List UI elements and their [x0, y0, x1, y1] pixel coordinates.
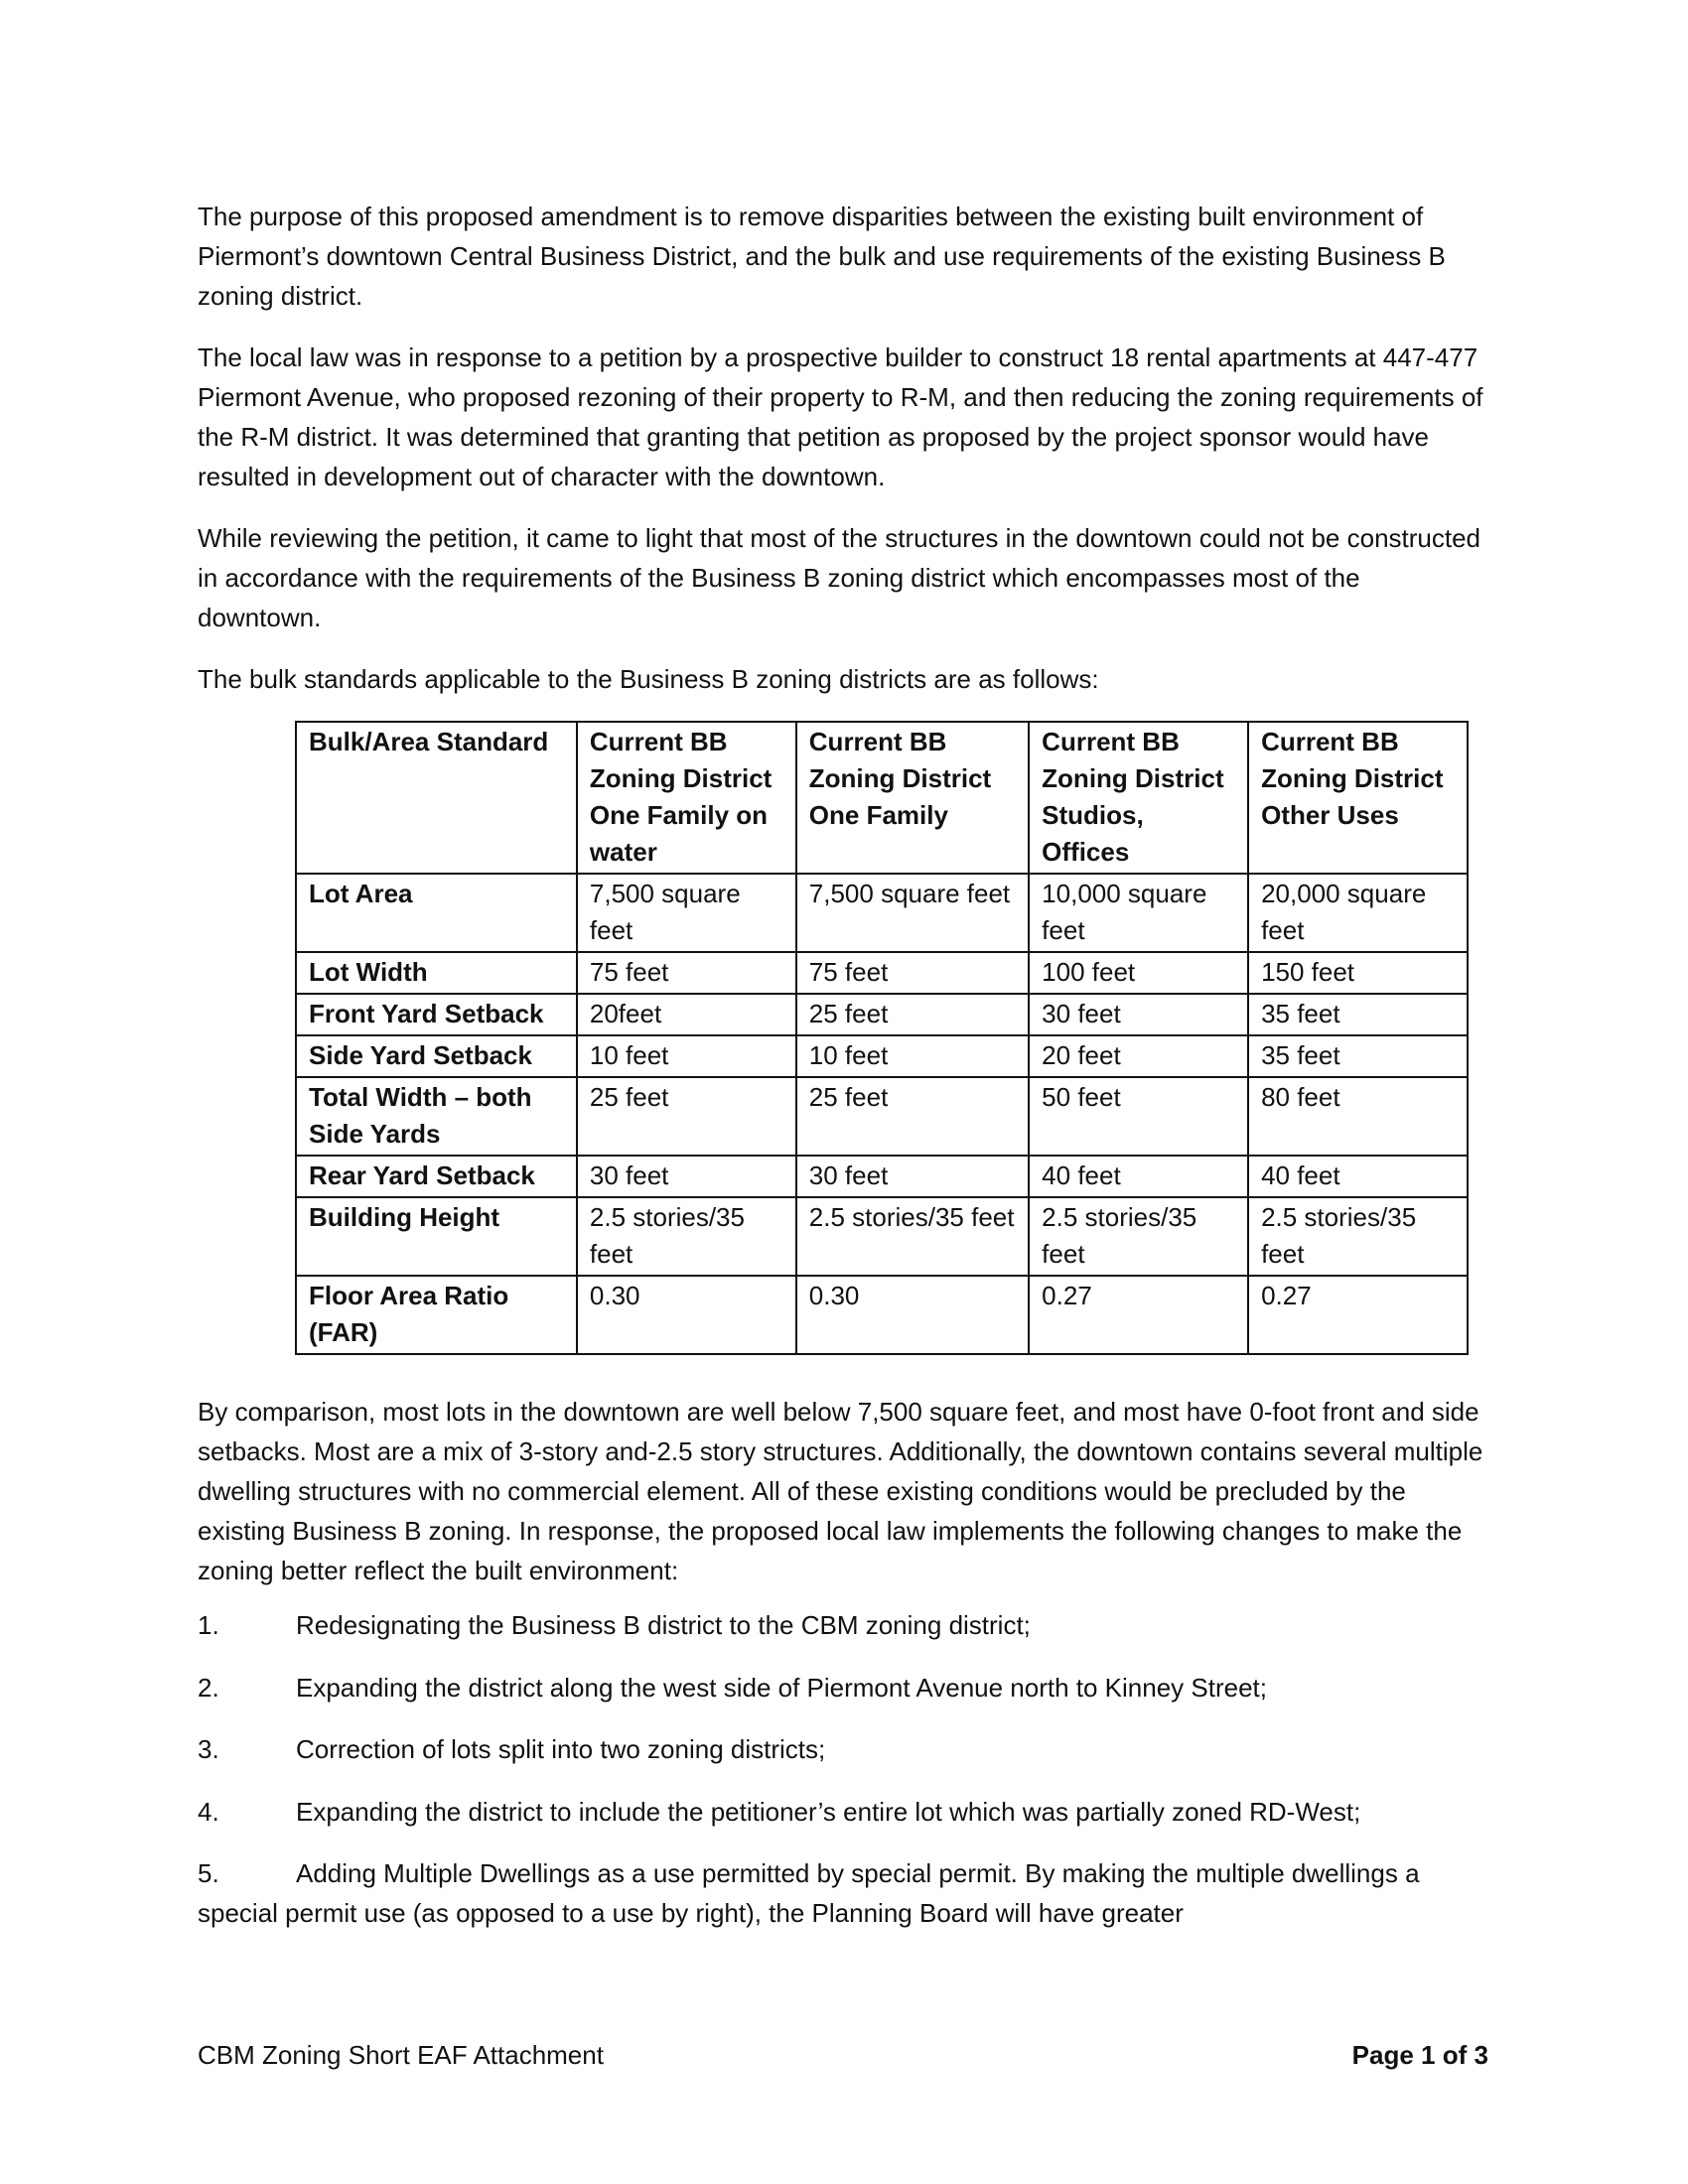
table-header-cell: Current BB Zoning District Other Uses: [1248, 722, 1468, 874]
table-cell: 30 feet: [1029, 994, 1248, 1035]
table-cell: 2.5 stories/35 feet: [1248, 1197, 1468, 1276]
list-item-number: 2.: [198, 1673, 219, 1703]
table-cell: 0.30: [577, 1276, 796, 1354]
table-cell: 25 feet: [796, 1077, 1029, 1156]
table-cell: 7,500 square feet: [796, 874, 1029, 952]
table-cell: 10,000 square feet: [1029, 874, 1248, 952]
table-header-cell: Current BB Zoning District One Family: [796, 722, 1029, 874]
table-header-row: [296, 722, 1468, 874]
table-header-cell: Bulk/Area Standard: [296, 722, 577, 874]
table-cell: 40 feet: [1029, 1156, 1248, 1197]
table-cell: 35 feet: [1248, 994, 1468, 1035]
list-item-text: Correction of lots split into two zoning districts;: [296, 1734, 826, 1764]
table-row: [296, 952, 1468, 994]
table-cell: 2.5 stories/35 feet: [577, 1197, 796, 1276]
table-cell: 0.30: [796, 1276, 1029, 1354]
list-item-number: 3.: [198, 1734, 219, 1764]
table-row: [296, 994, 1468, 1035]
table-cell: 25 feet: [796, 994, 1029, 1035]
table-cell: 75 feet: [796, 952, 1029, 994]
table-cell: 30 feet: [796, 1156, 1029, 1197]
table-row: [296, 1276, 1468, 1354]
table-cell: 150 feet: [1248, 952, 1468, 994]
table-cell: 20feet: [577, 994, 796, 1035]
paragraph-bulk-intro: The bulk standards applicable to the Business B zoning districts are as follows:: [198, 664, 1099, 694]
table-row-label: Lot Width: [296, 952, 577, 994]
table-row-label: Building Height: [296, 1197, 577, 1276]
table-cell: 0.27: [1248, 1276, 1468, 1354]
page-total: 3: [1474, 2040, 1488, 2070]
list-item: [198, 1668, 1488, 1707]
list-item-number: 5.: [198, 1858, 219, 1888]
table-row-label: Total Width – both Side Yards: [296, 1077, 577, 1156]
table-cell: 80 feet: [1248, 1077, 1468, 1156]
list-item-number: 1.: [198, 1610, 219, 1640]
list-item: [198, 1792, 1488, 1832]
table-header-cell: Current BB Zoning District Studios, Offices: [1029, 722, 1248, 874]
table-cell: 40 feet: [1248, 1156, 1468, 1197]
table-row: [296, 874, 1468, 952]
table-row-label: Lot Area: [296, 874, 577, 952]
table-row: [296, 1035, 1468, 1077]
table-cell: 25 feet: [577, 1077, 796, 1156]
page-of-word: of: [1442, 2040, 1468, 2070]
table-cell: 20,000 square feet: [1248, 874, 1468, 952]
paragraph-comparison: By comparison, most lots in the downtown are well below 7,500 square feet, and most have 0-foot front and side setbacks. Most are a mix of 3-story and-2.5 story structures. Additionally, the downtown contains several multiple dwelling structures with no commercial element. All of these existing conditions would be precluded by the existing Business B zoning. In response, the proposed local law implements the following changes to make the zoning better reflect the built environment:: [198, 1397, 1483, 1585]
table-cell: 35 feet: [1248, 1035, 1468, 1077]
table-row: [296, 1197, 1468, 1276]
table-row: [296, 1156, 1468, 1197]
list-item-text: Redesignating the Business B district to the CBM zoning district;: [296, 1610, 1031, 1640]
table-cell: 30 feet: [577, 1156, 796, 1197]
list-item-text: Expanding the district to include the petitioner’s entire lot which was partially zoned RD-West;: [296, 1797, 1361, 1827]
table-cell: 2.5 stories/35 feet: [1029, 1197, 1248, 1276]
table-cell: 50 feet: [1029, 1077, 1248, 1156]
table-row-label: Front Yard Setback: [296, 994, 577, 1035]
table-cell: 100 feet: [1029, 952, 1248, 994]
page-number: [1352, 2038, 1488, 2072]
table-row-label: Side Yard Setback: [296, 1035, 577, 1077]
table-header-cell: Current BB Zoning District One Family on water: [577, 722, 796, 874]
list-item-number: 4.: [198, 1797, 219, 1827]
bulk-standards-table: [295, 721, 1469, 1355]
list-item: [198, 1729, 1488, 1769]
table-cell: 0.27: [1029, 1276, 1248, 1354]
paragraph-review: While reviewing the petition, it came to light that most of the structures in the downtown could not be constructed in accordance with the requirements of the Business B zoning district which encompasses most of the downtown.: [198, 523, 1481, 632]
list-item: [198, 1853, 1488, 1933]
page-current: 1: [1421, 2040, 1436, 2070]
table-row-label: Floor Area Ratio (FAR): [296, 1276, 577, 1354]
list-item: [198, 1605, 1488, 1645]
table-cell: 10 feet: [577, 1035, 796, 1077]
paragraph-petition: The local law was in response to a petition by a prospective builder to construct 18 rental apartments at 447-477 Piermont Avenue, who proposed rezoning of their property to R-M, and then reducing the zoning requirements of the R-M district. It was determined that granting that petition as proposed by the project sponsor would have resulted in development out of character with the downtown.: [198, 342, 1483, 491]
page-word: Page: [1351, 2040, 1414, 2070]
table-cell: 20 feet: [1029, 1035, 1248, 1077]
table-cell: 75 feet: [577, 952, 796, 994]
table-row: [296, 1077, 1468, 1156]
table-cell: 10 feet: [796, 1035, 1029, 1077]
footer-title: CBM Zoning Short EAF Attachment: [198, 2040, 604, 2070]
table-cell: 7,500 square feet: [577, 874, 796, 952]
paragraph-purpose: The purpose of this proposed amendment is to remove disparities between the existing built environment of Piermont’s downtown Central Business District, and the bulk and use requirements of the existing Business B zoning district.: [198, 202, 1446, 311]
list-item-text: Adding Multiple Dwellings as a use permitted by special permit. By making the multiple dwellings a special permit use (as opposed to a use by right), the Planning Board will have greater: [198, 1858, 1420, 1928]
list-item-text: Expanding the district along the west side of Piermont Avenue north to Kinney Street;: [296, 1673, 1267, 1703]
table-row-label: Rear Yard Setback: [296, 1156, 577, 1197]
table-cell: 2.5 stories/35 feet: [796, 1197, 1029, 1276]
